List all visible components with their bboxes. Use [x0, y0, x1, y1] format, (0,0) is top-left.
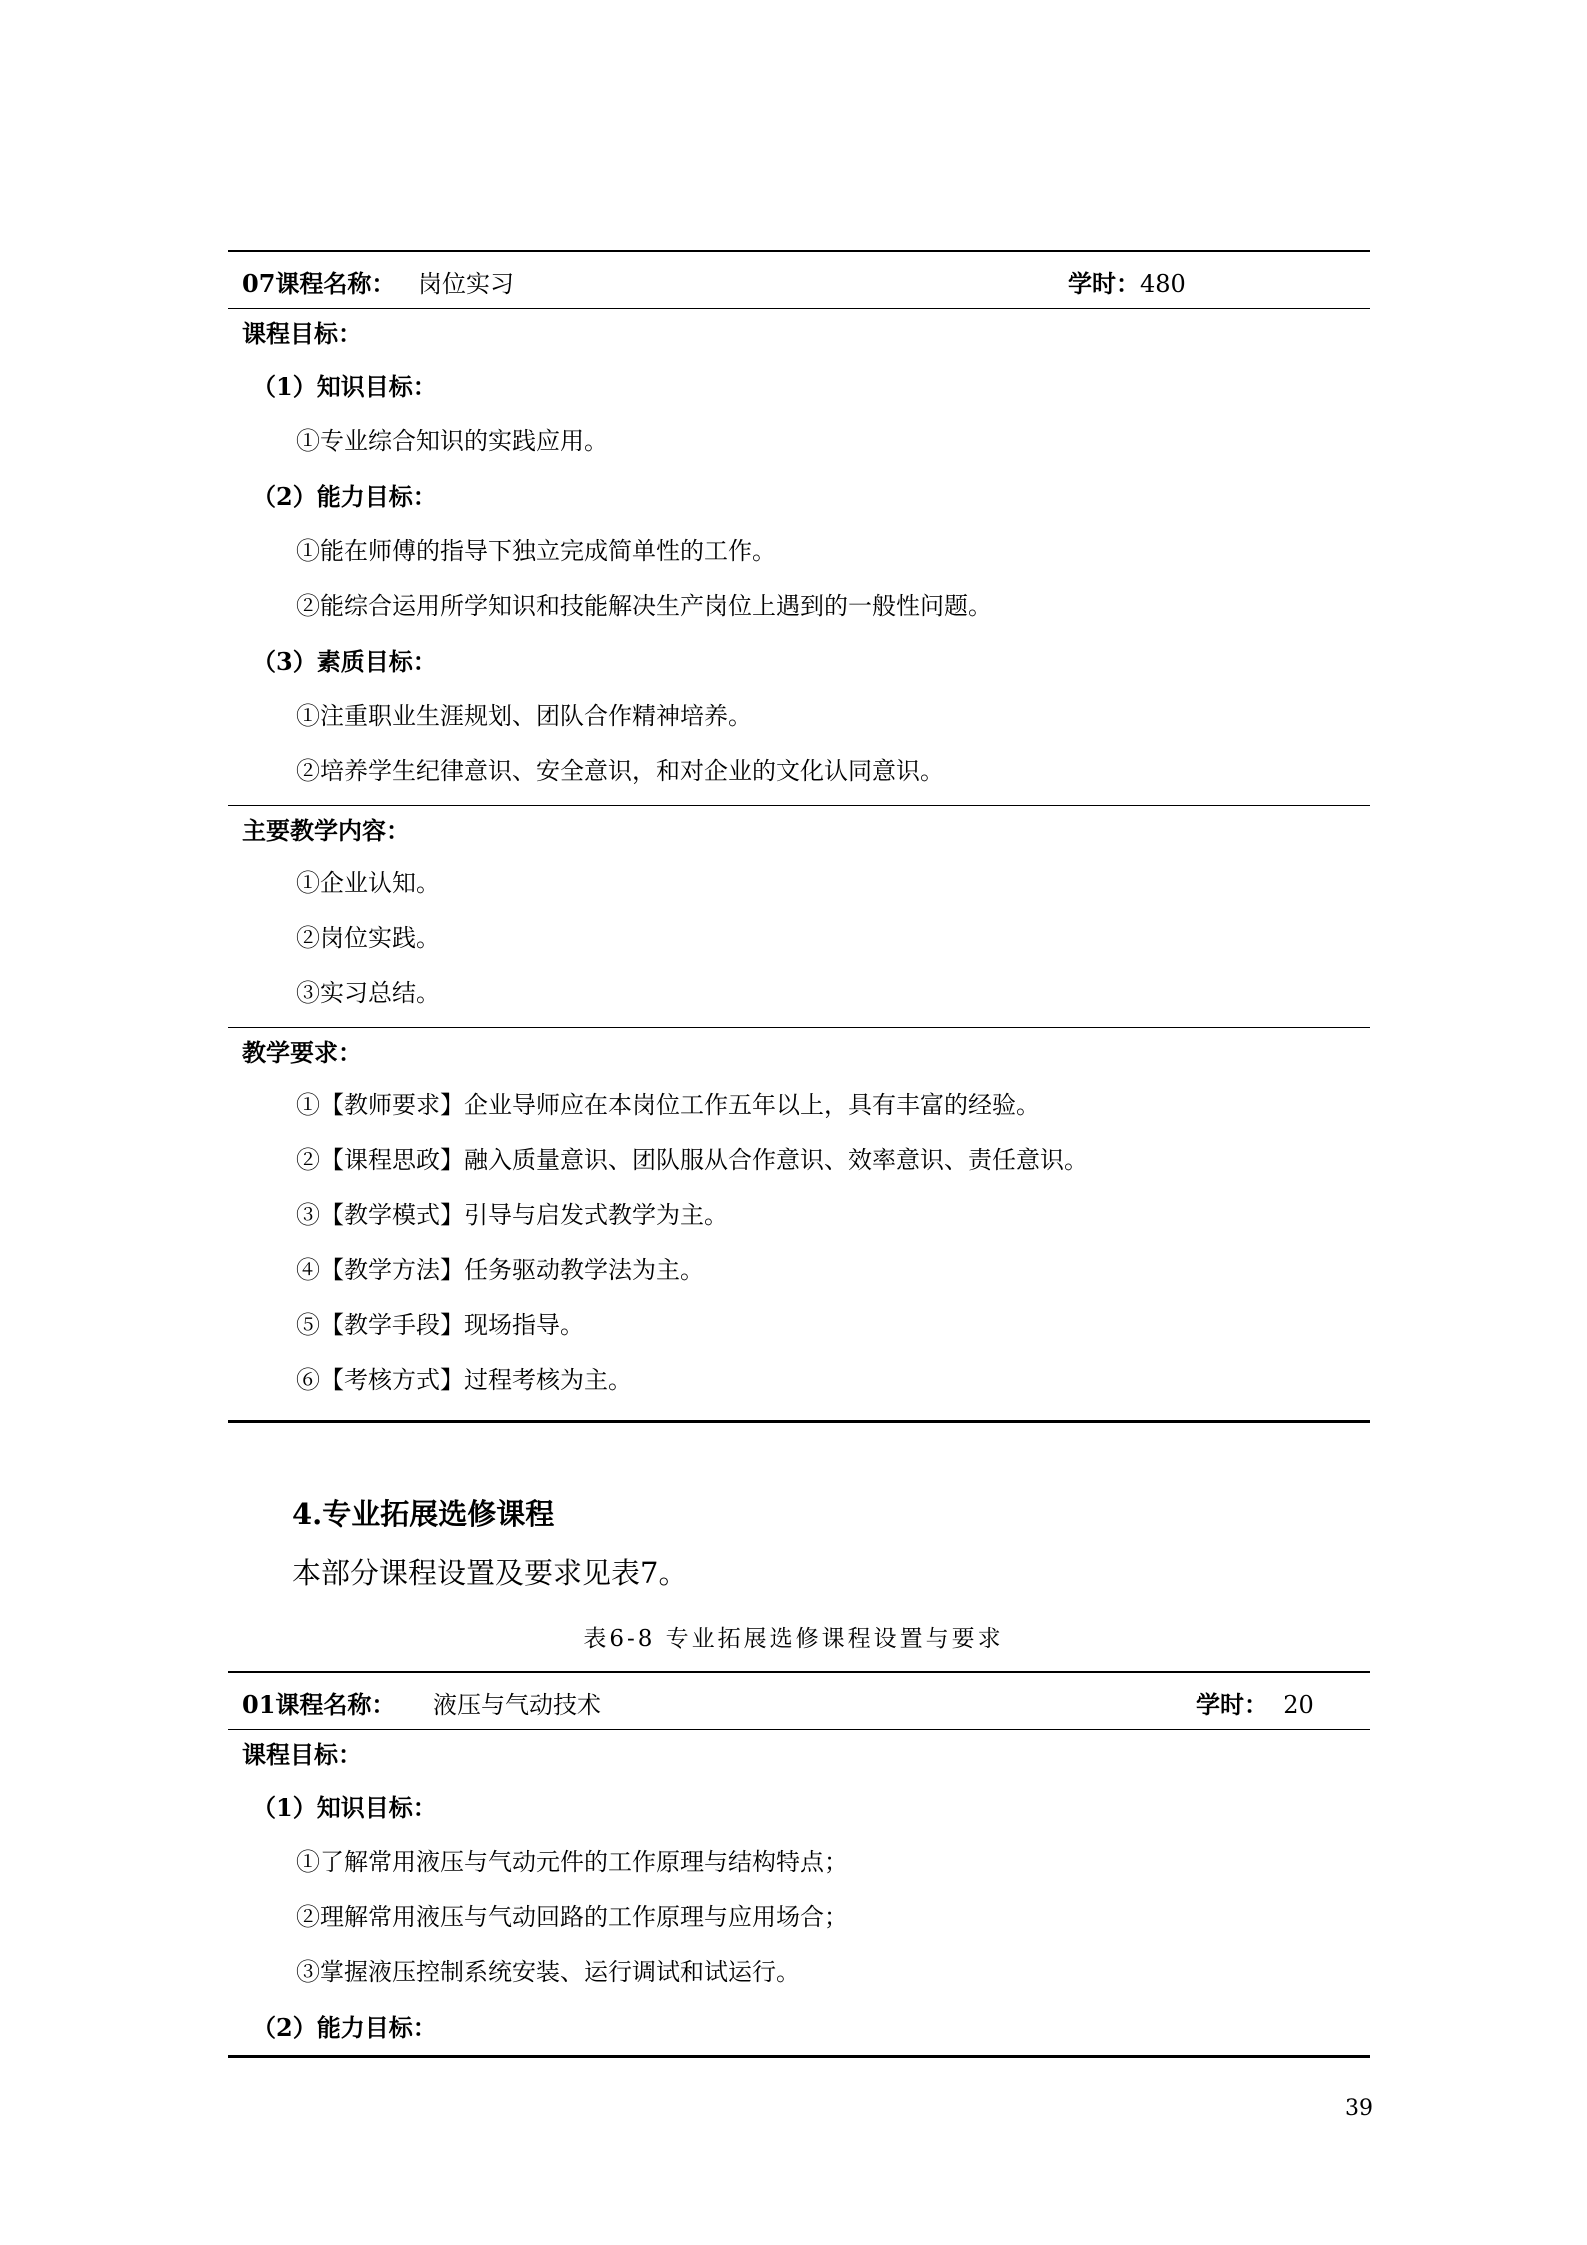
list-item: ①了解常用液压与气动元件的工作原理与结构特点； [296, 1848, 848, 1876]
ability-title: （2）能力目标： [252, 482, 437, 511]
list-item: ①注重职业生涯规划、团队合作精神培养。 [296, 702, 752, 730]
goals-title: 课程目标： [242, 1740, 362, 1769]
ability-title: （2）能力目标： [252, 2013, 437, 2042]
course-name: 岗位实习 [418, 270, 514, 298]
course-name-label: 07课程名称： [242, 269, 396, 298]
list-item: ②【课程思政】融入质量意识、团队服从合作意识、效率意识、责任意识。 [296, 1146, 1088, 1174]
list-item: ②培养学生纪律意识、安全意识，和对企业的文化认同意识。 [296, 757, 944, 785]
goals-title: 课程目标： [242, 319, 362, 348]
table-caption: 表6-8 专业拓展选修课程设置与要求 [583, 1626, 1004, 1652]
course-01-table [228, 1671, 1370, 2058]
hours-value: 20 [1283, 1691, 1314, 1719]
teaching-requirements-section [228, 1028, 1370, 1420]
knowledge-title: （1）知识目标： [252, 1793, 437, 1822]
list-item: ①专业综合知识的实践应用。 [296, 427, 608, 455]
teaching-content-section [228, 806, 1370, 1028]
list-item: ③掌握液压控制系统安装、运行调试和试运行。 [296, 1958, 800, 1986]
list-item: ①企业认知。 [296, 869, 440, 897]
list-item: ①能在师傅的指导下独立完成简单性的工作。 [296, 537, 776, 565]
quality-title: （3）素质目标： [252, 647, 437, 676]
list-item: ④【教学方法】任务驱动教学法为主。 [296, 1256, 704, 1284]
course-goals-section [228, 309, 1370, 806]
list-item: ②岗位实践。 [296, 924, 440, 952]
content-title: 主要教学内容： [242, 816, 410, 845]
course-name: 液压与气动技术 [433, 1691, 601, 1719]
course-name-label: 01课程名称： [242, 1690, 396, 1719]
course-07-table [228, 250, 1370, 1423]
list-item: ③【教学模式】引导与启发式教学为主。 [296, 1201, 728, 1229]
course-07-header [228, 252, 1370, 309]
hours-label: 学时： [1196, 1690, 1268, 1719]
page-number: 39 [1345, 2096, 1373, 2121]
list-item: ②能综合运用所学知识和技能解决生产岗位上遇到的一般性问题。 [296, 592, 992, 620]
section-paragraph: 本部分课程设置及要求见表7。 [292, 1556, 688, 1590]
hours-label: 学时： [1068, 269, 1140, 298]
hours-value: 480 [1140, 270, 1186, 298]
section-heading: 4.专业拓展选修课程 [292, 1497, 555, 1531]
list-item: ①【教师要求】企业导师应在本岗位工作五年以上，具有丰富的经验。 [296, 1091, 1040, 1119]
list-item: ⑤【教学手段】现场指导。 [296, 1311, 584, 1339]
course-01-header [228, 1673, 1370, 1730]
list-item: ③实习总结。 [296, 979, 440, 1007]
list-item: ⑥【考核方式】过程考核为主。 [296, 1366, 632, 1394]
list-item: ②理解常用液压与气动回路的工作原理与应用场合； [296, 1903, 848, 1931]
course-goals-section [228, 1730, 1370, 2055]
knowledge-title: （1）知识目标： [252, 372, 437, 401]
requirements-title: 教学要求： [242, 1038, 362, 1067]
